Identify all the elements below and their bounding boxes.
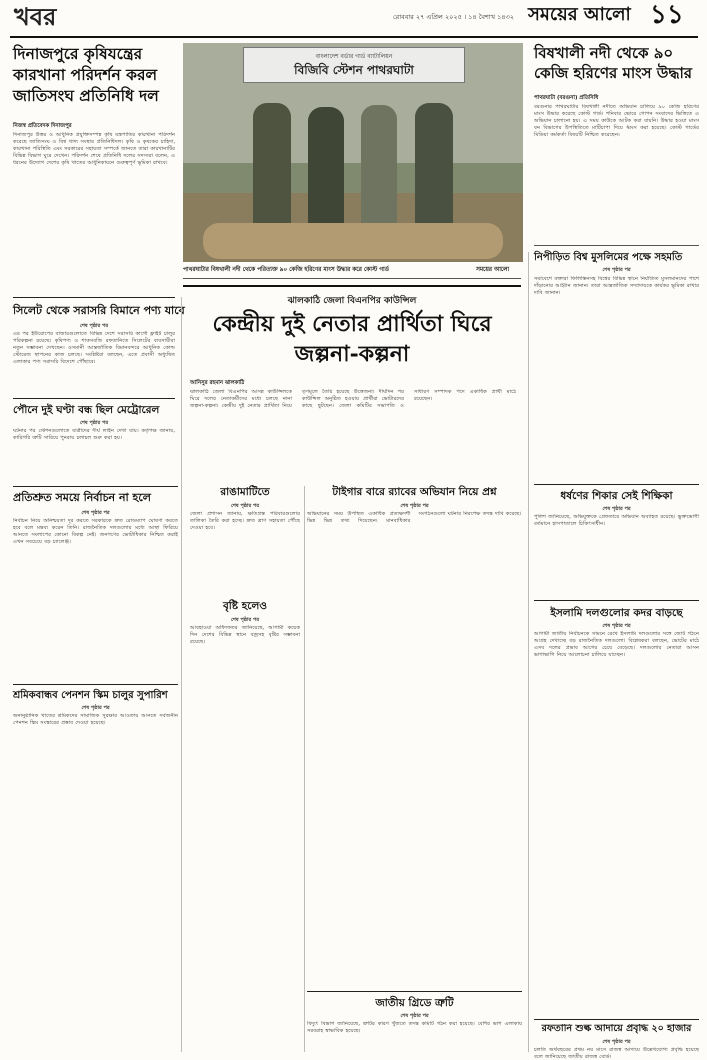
continued-tiger: শেষ পৃষ্ঠার পর xyxy=(400,503,429,509)
bnp-box xyxy=(183,285,521,379)
continued-solidarity: শেষ পৃষ্ঠার পর xyxy=(602,267,631,273)
headline-bnp: কেন্দ্রীয় দুই নেতার প্রার্থিতা ঘিরে জল্পনা-কল্পনা xyxy=(212,311,492,367)
photo-credit: সময়ের আলো xyxy=(476,267,510,273)
body-dinajpur: দিনাজপুর উত্তর ও আধুনিক প্রযুক্তিসম্পন্ন কৃষি যন্ত্রপাতির কারখানা পরিদর্শন করেছে জাতিসংঘ ও বিশ্ব খাদ্য সংস্থার প্রতিনিধিদল। কৃষি ও কৃষকের চাহিদা, কারখানা পরিস্থিতি এবং সরকারের সহায়তা সম্পর্কে জানতে তারা কারখানাটির বিভিন্ন বিভাগ ঘুরে দেখেন। পরিদর্শন শেষে প্রতিনিধি দলের সদস্যরা বলেন, এ ধরনের উদ্যোগ দেশের কৃষি খাতের আধুনিকায়নে গুরুত্বপূর্ণ ভূমিকা রাখবে। xyxy=(13,132,175,167)
continued-metrorail: শেষ পৃষ্ঠার পর xyxy=(79,420,109,426)
headline-election: প্রতিশ্রুত সময়ে নির্বাচন না হলে xyxy=(13,491,151,504)
body-rape: পুলিশ জানিয়েছে, অভিযুক্তকে গ্রেফতারে অভিযান অব্যাহত রয়েছে। ভুক্তভোগী বর্তমানে হাসপাতালে চিকিৎসাধীন। xyxy=(534,514,699,528)
photo-caption: পাথরঘাটার বিষখালী নদী থেকে পরিত্যক্ত ৯০ কেজি হরিণের মাংস উদ্ধার করে কোস্ট গার্ড xyxy=(183,267,389,273)
section-title: খবর xyxy=(14,2,57,31)
headline-dinajpur: দিনাজপুরে কৃষিযন্ত্রের কারখানা পরিদর্শন করল জাতিসংঘ প্রতিনিধি দল xyxy=(13,44,159,105)
body-bnp: ঝালকাঠি জেলা বিএনপির আসন্ন কাউন্সিলকে ঘিরে দলের নেতাকর্মীদের মধ্যে চলছে নানা জল্পনা-কল্পনা। কেন্দ্রীয় দুই নেতার প্রার্থিতা নিয়ে তৃণমূলে তৈরি হয়েছে উত্তেজনা। দীর্ঘদিন পর কাউন্সিল অনুষ্ঠিত হওয়ায় প্রার্থীরা ভোটারদের কাছে ছুটছেন। জেলা কমিটির সভাপতি ও সাধারণ সম্পাদক পদে একাধিক প্রার্থী মাঠে রয়েছেন। xyxy=(190,389,516,410)
continued-election: শেষ পৃষ্ঠার পর xyxy=(81,510,110,516)
headline-solidarity: নিপীড়িত বিশ্ব মুসলিমের পক্ষে সহমতি xyxy=(534,252,683,263)
body-metrorail: ঘটনার পর স্টেশনগুলোতে যাত্রীদের দীর্ঘ লাইন দেখা যায়। কর্তৃপক্ষ জানায়, কারিগরি ত্রুটি সারিয়ে পুনরায় চলাচল শুরু করা হয়। xyxy=(13,428,175,442)
photo-coast-guard xyxy=(183,43,523,262)
rule-rape xyxy=(534,484,699,485)
body-pension: অনানুষ্ঠানিক খাতের শ্রমিকদের সামাজিক সুরক্ষার আওতায় আনতে সর্বজনীন পেনশন স্কিম সংস্কারের প্রস্তাব দেওয়া হয়েছে। xyxy=(13,713,178,727)
continued-pension: শেষ পৃষ্ঠার পর xyxy=(81,705,110,711)
headline-sylhet: সিলেট থেকে সরাসরি বিমানে পণ্য যাবে xyxy=(13,304,185,317)
continued-rangamati: শেষ পৃষ্ঠার পর xyxy=(230,503,260,509)
byline-bnp: আনিসুর রহমান ঝালকাঠি xyxy=(190,380,245,386)
rule-grid xyxy=(307,991,522,992)
headline-rape: ধর্ষণের শিকার সেই শিক্ষিকা xyxy=(560,490,673,502)
headline-tiger: টাইগার বারে র‌্যাবের অভিযান নিয়ে প্রশ্ন xyxy=(332,486,497,498)
body-rangamati: জেলা প্রশাসন জানায়, ক্ষতিগ্রস্ত পরিবারগুলোর তালিকা তৈরি করা হচ্ছে। দ্রুত ত্রাণ সহায়তা পৌঁছে দেওয়া হবে। xyxy=(190,511,300,532)
col-sep-1 xyxy=(181,297,182,1052)
headline-rain: বৃষ্টি হলেও xyxy=(222,600,268,612)
byline-dinajpur: নিজস্ব প্রতিবেদক দিনাজপুর xyxy=(13,123,72,129)
body-bishkhali: বরগুনার পাথরঘাটার বিষখালী নদীতে অভিযান চালিয়ে ৯০ কেজি হরিণের মাংস উদ্ধার করেছে কোস্ট গার্ড। শনিবার ভোরে গোপন সংবাদের ভিত্তিতে এ অভিযান চালানো হয়। এ সময় কাউকে আটক করা যায়নি। উদ্ধার হওয়া মাংস বন বিভাগের উপস্থিতিতে মাটিচাপা দিয়ে ধ্বংস করা হয়েছে। কোস্ট গার্ডের মিডিয়া কর্মকর্তা বিষয়টি নিশ্চিত করেছেন। xyxy=(534,104,699,139)
body-remittance: চলতি অর্থবছরের প্রথম নয় মাসে রাজস্ব আদায়ে উল্লেখযোগ্য প্রবৃদ্ধি হয়েছে বলে জানিয়েছে জাতীয় রাজস্ব বোর্ড। xyxy=(534,1047,699,1059)
body-solidarity: সমাবেশে বক্তারা ফিলিস্তিনসহ বিশ্বের বিভিন্ন স্থানে নির্যাতিত মুসলমানদের পাশে দাঁড়ানোর আহ্বান জানান। তারা আন্তর্জাতিক সম্প্রদায়কে কার্যকর ভূমিকা রাখার দাবি জানান। xyxy=(534,276,699,297)
rule-pension xyxy=(13,684,178,685)
headline-remittance: রফতানি শুল্ক আদায়ে প্রবৃদ্ধি ২০ হাজার xyxy=(541,1024,692,1034)
headline-bishkhali: বিষখালী নদী থেকে ৯০ কেজি হরিণের মাংস উদ্ধার xyxy=(534,44,693,82)
rule-right-top xyxy=(534,245,699,246)
rule-metrorail xyxy=(13,398,175,399)
rule-remittance xyxy=(534,1019,699,1020)
byline-bishkhali: পাথরঘাটা (বরগুনা) প্রতিনিধি xyxy=(534,95,599,101)
headline-rangamati: রাঙামাটিতে xyxy=(220,486,270,498)
body-tiger: অভিযানের সময় উপস্থিত একাধিক প্রত্যক্ষদর্শী ভিন্ন ভিন্ন তথ্য দিয়েছেন। মানবাধিকার সংগঠনগুলো ঘটনার নিরপেক্ষ তদন্ত দাবি করেছে। xyxy=(307,511,522,525)
sign-line1: বাংলাদেশ বর্ডার গার্ড ব্যাটালিয়ন xyxy=(315,53,393,60)
headline-grid: জাতীয় গ্রিডে ত্রুটি xyxy=(375,997,454,1009)
sign-line2: বিজিবি স্টেশন পাথরঘাটা xyxy=(294,63,414,77)
page-number: ১১ xyxy=(650,0,684,30)
issue-date: রোববার ২৭ এপ্রিল ২০২৫ । ১৪ বৈশাখ ১৪৩২ xyxy=(393,13,515,21)
rule-election xyxy=(13,486,178,487)
headline-pension: শ্রমিকবান্ধব পেনশন স্কিম চালুর সুপারিশ xyxy=(13,690,168,701)
continued-remittance: শেষ পৃষ্ঠার পর xyxy=(602,1039,631,1045)
photo-sign xyxy=(243,47,465,83)
body-grid: বিদ্যুৎ বিভাগ জানিয়েছে, ত্রুটির কারণ খুঁজতে তদন্ত কমিটি গঠন করা হয়েছে। বেশির ভাগ এলাকায় সরবরাহ স্বাভাবিক হয়েছে। xyxy=(307,1021,522,1035)
continued-rain: শেষ পৃষ্ঠার পর xyxy=(230,617,260,623)
body-sylhet: এর পর ইউরোপের বাজারগুলোতে বিভিন্ন দেশে সরাসরি কার্গো ফ্লাইট চালুর পরিকল্পনা রয়েছে। কৃষিপণ্য ও শাকসবজি রফতানিতে সিলেটের ব্যবসায়ীরা নতুন সম্ভাবনা দেখছেন। ওসমানী আন্তর্জাতিক বিমানবন্দরে আধুনিক কোল্ড স্টোরেজ স্থাপনের কাজ চলছে। সংশ্লিষ্টরা বলছেন, এতে প্রবাসী অধ্যুষিত এলাকার পণ্য সরাসরি বিদেশে পৌঁছাবে। xyxy=(13,331,175,366)
rule-sylhet xyxy=(13,297,175,298)
continued-sylhet: শেষ পৃষ্ঠার পর xyxy=(79,323,109,329)
kicker-bnp: ঝালকাঠি জেলা বিএনপির কাউন্সিল xyxy=(287,296,417,306)
rule-islamic xyxy=(534,600,699,601)
body-election: নির্বাচন নিয়ে অনিশ্চয়তা দূর করতে সরকারকে দ্রুত রোডম্যাপ ঘোষণা করতে হবে বলে মন্তব্য করেন তিনি। রাজনৈতিক দলগুলোর মধ্যে আস্থা ফিরিয়ে আনতে সংলাপের কোনো বিকল্প নেই। জনগণের ভোটাধিকার নিশ্চিত করাই এখন সবচেয়ে বড় চ্যালেঞ্জ। xyxy=(13,518,178,546)
continued-grid: শেষ পৃষ্ঠার পর xyxy=(400,1013,429,1019)
masthead xyxy=(0,0,707,36)
headline-islamic: ইসলামি দলগুলোর কদর বাড়ছে xyxy=(550,607,683,619)
col-sep-2 xyxy=(304,486,305,1052)
masthead-rule xyxy=(10,36,698,38)
rule-top-section xyxy=(183,278,521,279)
photo-meat-pile xyxy=(203,223,503,259)
continued-rape: শেষ পৃষ্ঠার পর xyxy=(602,506,631,512)
col-sep-3 xyxy=(528,252,529,1052)
body-islamic: আগামী জাতীয় নির্বাচনকে সামনে রেখে ইসলামি দলগুলোর সঙ্গে জোট গঠনে আগ্রহ দেখাচ্ছে বড় রাজনৈতিক দলগুলো। বিশ্লেষকরা বলছেন, ভোটের মাঠে এসব দলের প্রভাব আগের চেয়ে বেড়েছে। দলগুলোর নেতারা আসন ভাগাভাগি নিয়ে আলোচনা চালিয়ে যাচ্ছেন। xyxy=(534,631,699,659)
body-rain: আবহাওয়া অধিদফতর জানিয়েছে, আগামী কয়েক দিন দেশের বিভিন্ন স্থানে বজ্রসহ বৃষ্টির সম্ভাবনা রয়েছে। xyxy=(190,625,300,646)
continued-islamic: শেষ পৃষ্ঠার পর xyxy=(602,623,631,629)
headline-metrorail: পৌনে দুই ঘণ্টা বন্ধ ছিল মেট্রোরেল xyxy=(13,404,160,416)
paper-logo: সময়ের আলো xyxy=(528,4,631,25)
